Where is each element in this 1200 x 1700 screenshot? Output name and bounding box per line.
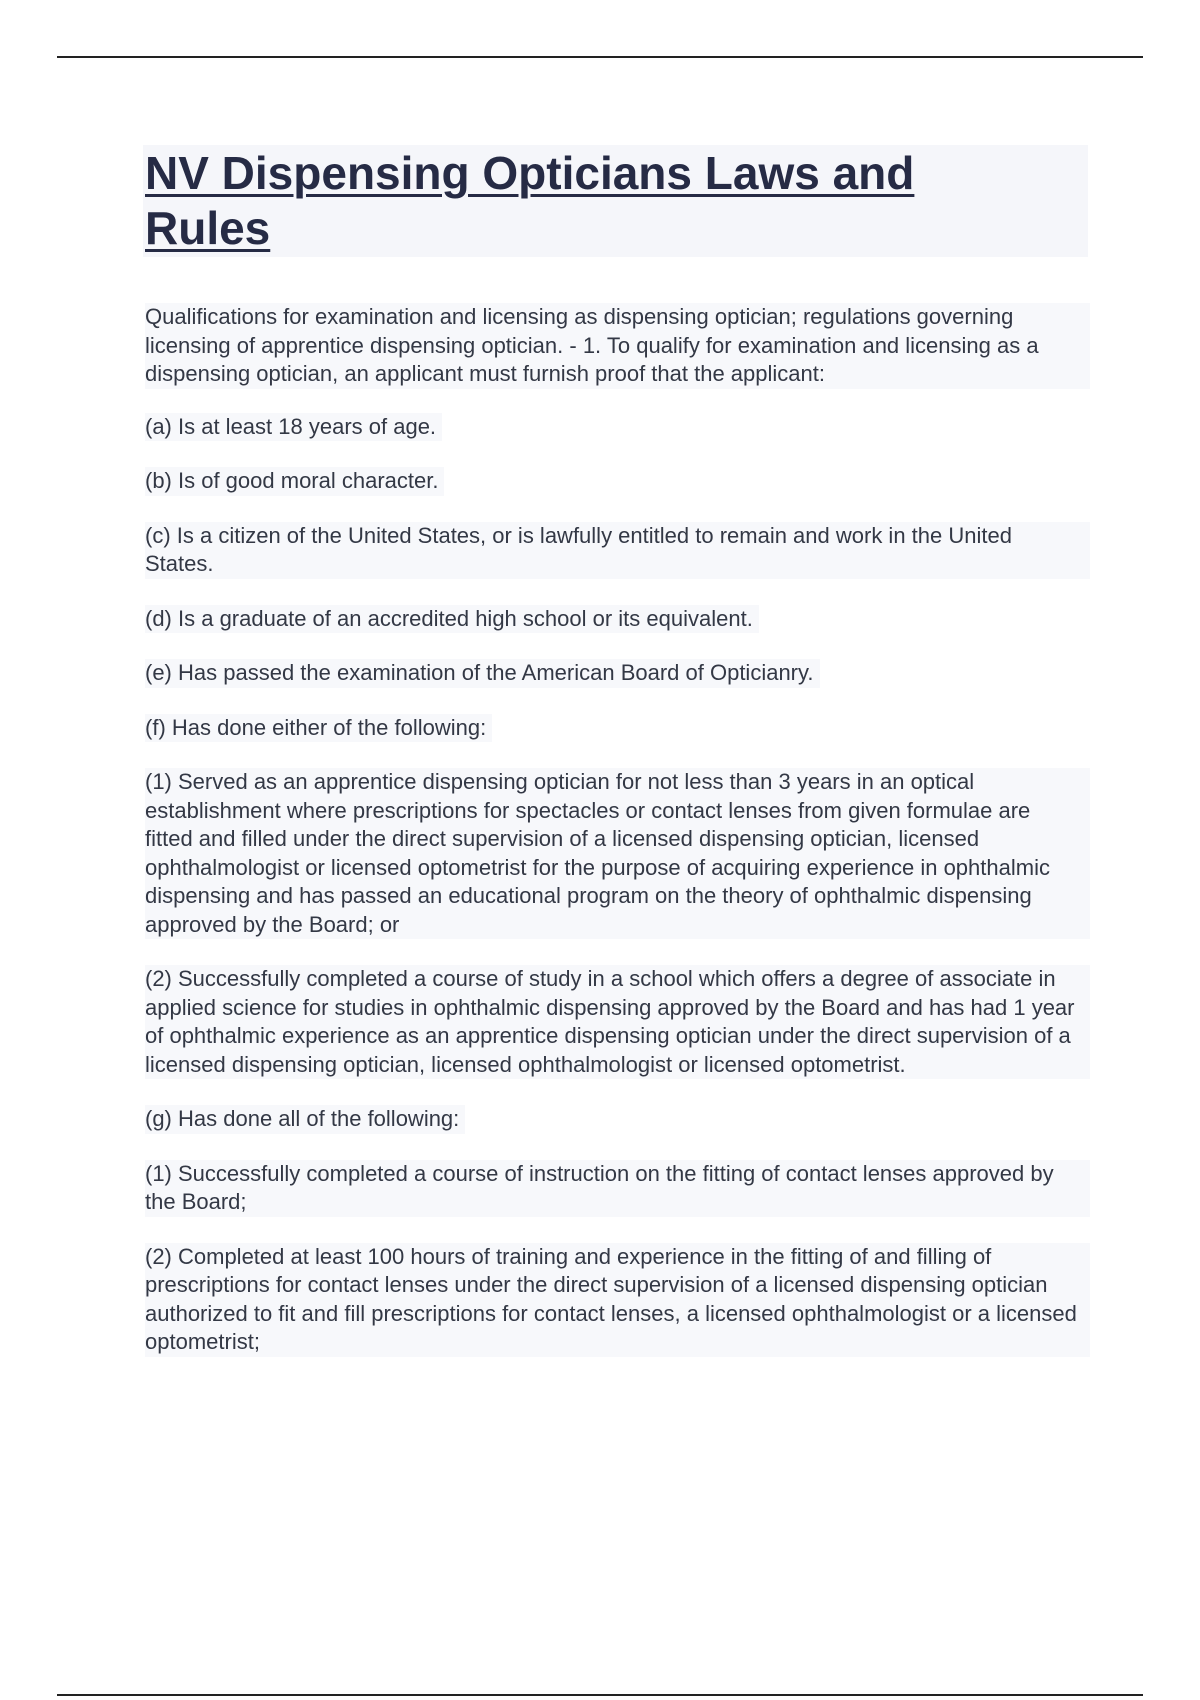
list-item (145, 1105, 1090, 1134)
list-item (145, 659, 1090, 688)
item-g: (g) Has done all of the following: (145, 1105, 465, 1134)
item-c: (c) Is a citizen of the United States, or is lawfully entitled to remain and work in the United States. (145, 522, 1090, 579)
intro-paragraph: Qualifications for examination and licensing as dispensing optician; regulations governing licensing of apprentice dispensing optician. - 1. To qualify for examination and licensing as a dispensing optician, an applicant must furnish proof that the applicant: (145, 303, 1090, 389)
list-item (145, 467, 1090, 496)
document-body (145, 303, 1090, 1383)
list-item (145, 1243, 1090, 1357)
top-divider (57, 56, 1143, 58)
item-a: (a) Is at least 18 years of age. (145, 413, 442, 442)
page-title: NV Dispensing Opticians Laws and Rules (145, 147, 915, 254)
intro-block (145, 303, 1090, 389)
item-e: (e) Has passed the examination of the American Board of Opticianry. (145, 659, 820, 688)
list-item (145, 605, 1090, 634)
list-item (145, 768, 1090, 939)
item-f-1: (1) Served as an apprentice dispensing optician for not less than 3 years in an optical establishment where prescriptions for spectacles or contact lenses from given formulae are fitted and filled under the direct supervision of a licensed dispensing optician, licensed ophthalmologist or licensed optometrist for the purpose of acquiring experience in ophthalmic dispensing and has passed an educational program on the theory of ophthalmic dispensing approved by the Board; or (145, 768, 1090, 939)
list-item (145, 1160, 1090, 1217)
item-d: (d) Is a graduate of an accredited high school or its equivalent. (145, 605, 759, 634)
item-f-2: (2) Successfully completed a course of study in a school which offers a degree of associate in applied science for studies in ophthalmic dispensing approved by the Board and has had 1 year of ophthalmic experience as an apprentice dispensing optician under the direct supervision of a licensed dispensing optician, licensed ophthalmologist or licensed optometrist. (145, 965, 1090, 1079)
item-g-2: (2) Completed at least 100 hours of training and experience in the fitting of and filling of prescriptions for contact lenses under the direct supervision of a licensed dispensing optician authorized to fit and fill prescriptions for contact lenses, a licensed ophthalmologist or a licensed optometrist; (145, 1243, 1090, 1357)
item-g-1: (1) Successfully completed a course of instruction on the fitting of contact lenses approved by the Board; (145, 1160, 1090, 1217)
list-item (145, 965, 1090, 1079)
item-f: (f) Has done either of the following: (145, 714, 492, 743)
list-item (145, 714, 1090, 743)
list-item (145, 522, 1090, 579)
bottom-divider (57, 1694, 1143, 1696)
list-item (145, 413, 1090, 442)
item-b: (b) Is of good moral character. (145, 467, 444, 496)
